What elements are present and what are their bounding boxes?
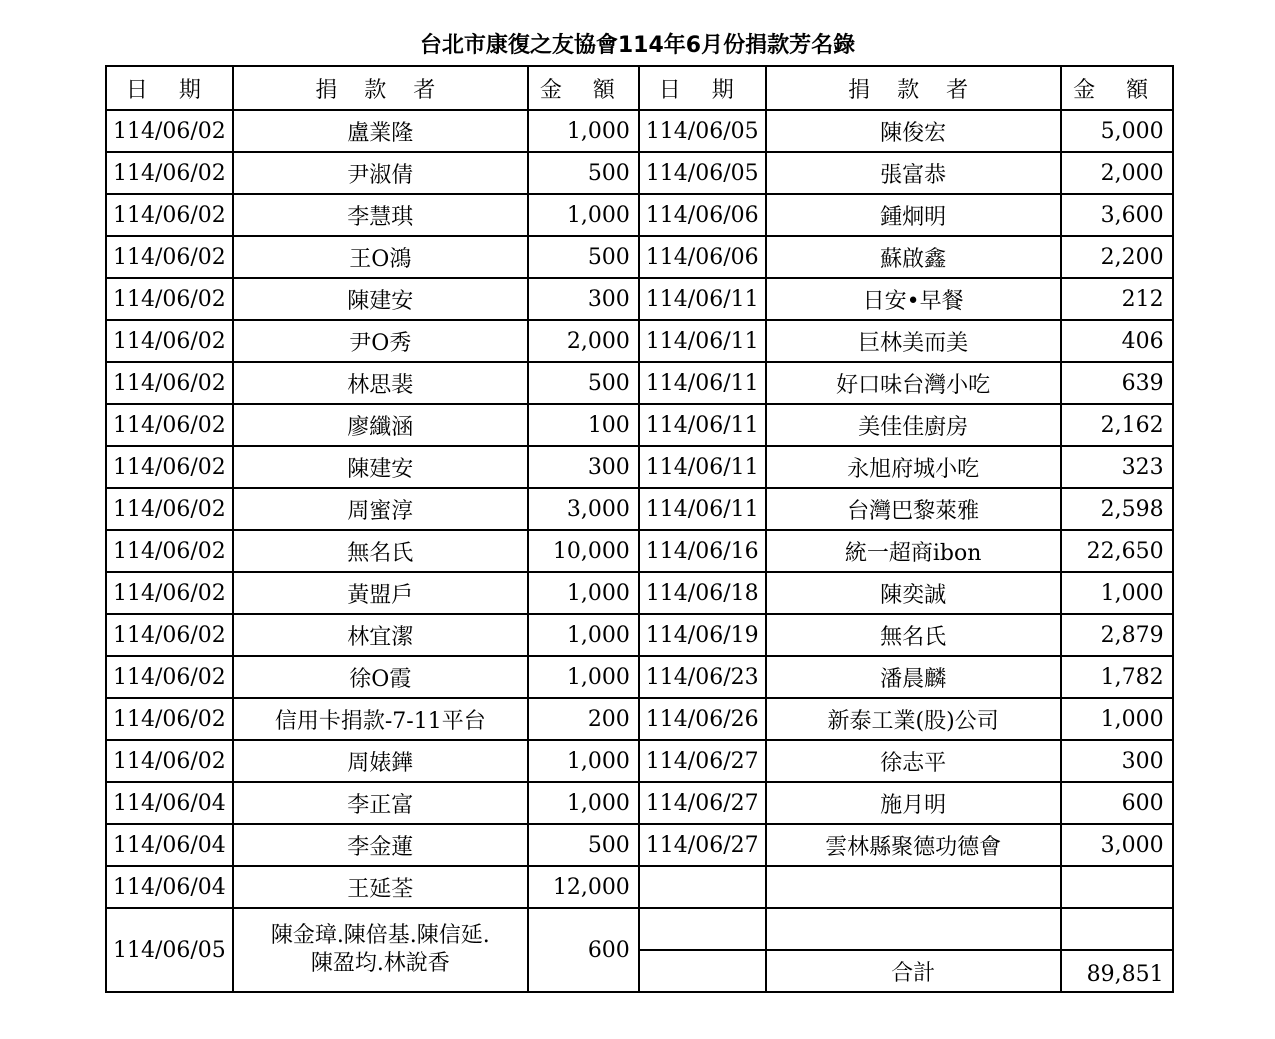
- donor-cell-right: 張富恭: [766, 152, 1061, 194]
- amount-cell-left: 1,000: [528, 614, 639, 656]
- donor-cell-left: 李慧琪: [233, 194, 528, 236]
- date-cell-right: 114/06/23: [639, 656, 766, 698]
- date-cell-right: 114/06/27: [639, 824, 766, 866]
- date-cell-left: 114/06/02: [106, 572, 233, 614]
- table-row: [106, 866, 1173, 908]
- donor-cell-left: 尹O秀: [233, 320, 528, 362]
- date-cell-right: 114/06/11: [639, 278, 766, 320]
- donor-cell-left: 李金蓮: [233, 824, 528, 866]
- amount-cell-left: 500: [528, 824, 639, 866]
- date-cell-left: 114/06/04: [106, 824, 233, 866]
- amount-cell-left: 300: [528, 278, 639, 320]
- date-cell-left: 114/06/02: [106, 236, 233, 278]
- amount-cell-left: 1,000: [528, 740, 639, 782]
- amount-cell-left: 1,000: [528, 110, 639, 152]
- date-cell-left: 114/06/02: [106, 446, 233, 488]
- donor-cell-right: 統一超商ibon: [766, 530, 1061, 572]
- amount-cell-left: 1,000: [528, 572, 639, 614]
- amount-cell-right: 3,000: [1061, 824, 1173, 866]
- date-cell-left: 114/06/02: [106, 614, 233, 656]
- amount-cell-right: 323: [1061, 446, 1173, 488]
- header-donor-right: 捐 款 者: [766, 66, 1061, 110]
- donor-cell-right: [766, 866, 1061, 908]
- date-cell-right: 114/06/11: [639, 488, 766, 530]
- table-row: [106, 278, 1173, 320]
- date-cell-right: 114/06/05: [639, 110, 766, 152]
- donor-cell-right: 陳俊宏: [766, 110, 1061, 152]
- table-row: [106, 782, 1173, 824]
- date-cell-left: 114/06/04: [106, 866, 233, 908]
- donor-cell-right: 新泰工業(股)公司: [766, 698, 1061, 740]
- donation-table: [105, 65, 1174, 993]
- donor-cell-right: 巨林美而美: [766, 320, 1061, 362]
- empty-cell: [639, 908, 766, 950]
- table-row: [106, 698, 1173, 740]
- donor-cell-right: 永旭府城小吃: [766, 446, 1061, 488]
- amount-cell-right: 2,598: [1061, 488, 1173, 530]
- amount-cell-left: 200: [528, 698, 639, 740]
- total-label: 合計: [766, 950, 1061, 992]
- donor-cell-right: 陳奕誠: [766, 572, 1061, 614]
- donor-cell-left: 無名氏: [233, 530, 528, 572]
- date-cell-left: 114/06/02: [106, 278, 233, 320]
- donor-cell-right: 施月明: [766, 782, 1061, 824]
- date-cell-right: 114/06/27: [639, 740, 766, 782]
- date-cell-left: 114/06/02: [106, 656, 233, 698]
- amount-cell-left: 2,000: [528, 320, 639, 362]
- amount-cell-left: 300: [528, 446, 639, 488]
- table-row: [106, 488, 1173, 530]
- date-cell-left: 114/06/02: [106, 740, 233, 782]
- date-cell-left: 114/06/02: [106, 320, 233, 362]
- date-cell-left: 114/06/02: [106, 362, 233, 404]
- empty-cell: [639, 950, 766, 992]
- date-cell-left: 114/06/04: [106, 782, 233, 824]
- page-title: 台北市康復之友協會114年6月份捐款芳名錄: [419, 33, 856, 58]
- table-row: [106, 740, 1173, 782]
- table-row: [106, 152, 1173, 194]
- date-cell-left: 114/06/02: [106, 698, 233, 740]
- donor-line-2: 陳盈均.林說香: [310, 951, 450, 976]
- date-cell-right: 114/06/16: [639, 530, 766, 572]
- donor-cell-left-multi: [233, 908, 528, 992]
- amount-cell-left: 100: [528, 404, 639, 446]
- date-cell-left: 114/06/05: [106, 908, 233, 992]
- amount-cell-right: 3,600: [1061, 194, 1173, 236]
- donor-cell-left: 林思裴: [233, 362, 528, 404]
- date-cell-right: 114/06/26: [639, 698, 766, 740]
- header-amount-right: 金 額: [1061, 66, 1173, 110]
- donor-cell-left: 王延荃: [233, 866, 528, 908]
- amount-cell-left: 600: [528, 908, 639, 992]
- total-amount: 89,851: [1061, 950, 1173, 992]
- empty-cell: [1061, 908, 1173, 950]
- donor-cell-right: 鍾炯明: [766, 194, 1061, 236]
- donor-cell-right: 台灣巴黎萊雅: [766, 488, 1061, 530]
- amount-cell-left: 1,000: [528, 656, 639, 698]
- header-date-left: 日 期: [106, 66, 233, 110]
- date-cell-right: 114/06/06: [639, 194, 766, 236]
- table-row: [106, 656, 1173, 698]
- table-row: [106, 362, 1173, 404]
- table-row: [106, 320, 1173, 362]
- amount-cell-right: 1,000: [1061, 698, 1173, 740]
- donor-cell-right: 美佳佳廚房: [766, 404, 1061, 446]
- amount-cell-right: 2,879: [1061, 614, 1173, 656]
- donor-cell-left: 李正富: [233, 782, 528, 824]
- table-row: [106, 572, 1173, 614]
- date-cell-right: 114/06/18: [639, 572, 766, 614]
- donor-cell-left: 王O鴻: [233, 236, 528, 278]
- amount-cell-left: 500: [528, 152, 639, 194]
- amount-cell-right: 1,000: [1061, 572, 1173, 614]
- table-row: [106, 404, 1173, 446]
- amount-cell-right: 2,200: [1061, 236, 1173, 278]
- amount-cell-right: 600: [1061, 782, 1173, 824]
- amount-cell-right: 406: [1061, 320, 1173, 362]
- donor-cell-left: 陳建安: [233, 278, 528, 320]
- table-row: [106, 194, 1173, 236]
- amount-cell-left: 3,000: [528, 488, 639, 530]
- table-row: [106, 446, 1173, 488]
- date-cell-right: 114/06/19: [639, 614, 766, 656]
- amount-cell-right: 212: [1061, 278, 1173, 320]
- amount-cell-right: 22,650: [1061, 530, 1173, 572]
- amount-cell-left: 500: [528, 236, 639, 278]
- date-cell-right: 114/06/27: [639, 782, 766, 824]
- date-cell-right: 114/06/11: [639, 446, 766, 488]
- amount-cell-left: 1,000: [528, 194, 639, 236]
- donor-cell-right: 無名氏: [766, 614, 1061, 656]
- donor-cell-left: 廖纖涵: [233, 404, 528, 446]
- table-body: [106, 110, 1173, 992]
- donor-cell-right: 蘇啟鑫: [766, 236, 1061, 278]
- donor-cell-right: 雲林縣聚德功德會: [766, 824, 1061, 866]
- donor-line-1: 陳金璋.陳倍基.陳信延.: [270, 923, 490, 948]
- date-cell-left: 114/06/02: [106, 194, 233, 236]
- amount-cell-right: 300: [1061, 740, 1173, 782]
- donor-cell-left: 徐O霞: [233, 656, 528, 698]
- amount-cell-right: 639: [1061, 362, 1173, 404]
- donor-cell-right: 日安•早餐: [766, 278, 1061, 320]
- table-row: [106, 614, 1173, 656]
- donor-cell-right: 好口味台灣小吃: [766, 362, 1061, 404]
- date-cell-right: 114/06/06: [639, 236, 766, 278]
- donor-cell-left: 陳建安: [233, 446, 528, 488]
- date-cell-right: 114/06/11: [639, 320, 766, 362]
- table-row: [106, 530, 1173, 572]
- amount-cell-left: 12,000: [528, 866, 639, 908]
- donor-cell-left: 盧業隆: [233, 110, 528, 152]
- date-cell-right: 114/06/11: [639, 404, 766, 446]
- table-row: [106, 824, 1173, 866]
- donor-cell-left: 信用卡捐款-7-11平台: [233, 698, 528, 740]
- date-cell-left: 114/06/02: [106, 152, 233, 194]
- donor-cell-left: 黃盟戶: [233, 572, 528, 614]
- donor-cell-left: 周蜜淳: [233, 488, 528, 530]
- amount-cell-right: 5,000: [1061, 110, 1173, 152]
- donor-cell-left: 周婊鏵: [233, 740, 528, 782]
- date-cell-right: [639, 866, 766, 908]
- header-date-right: 日 期: [639, 66, 766, 110]
- date-cell-left: 114/06/02: [106, 404, 233, 446]
- date-cell-right: 114/06/05: [639, 152, 766, 194]
- date-cell-right: 114/06/11: [639, 362, 766, 404]
- donor-cell-left: 林宜潔: [233, 614, 528, 656]
- donor-cell-left: 尹淑倩: [233, 152, 528, 194]
- amount-cell-right: [1061, 866, 1173, 908]
- header-donor-left: 捐 款 者: [233, 66, 528, 110]
- amount-cell-right: 2,162: [1061, 404, 1173, 446]
- table-row: [106, 908, 1173, 950]
- amount-cell-left: 10,000: [528, 530, 639, 572]
- table-row: [106, 236, 1173, 278]
- header-amount-left: 金 額: [528, 66, 639, 110]
- date-cell-left: 114/06/02: [106, 110, 233, 152]
- amount-cell-left: 1,000: [528, 782, 639, 824]
- amount-cell-right: 2,000: [1061, 152, 1173, 194]
- donor-cell-right: 徐志平: [766, 740, 1061, 782]
- amount-cell-left: 500: [528, 362, 639, 404]
- amount-cell-right: 1,782: [1061, 656, 1173, 698]
- header-row: [106, 66, 1173, 110]
- empty-cell: [766, 908, 1061, 950]
- date-cell-left: 114/06/02: [106, 488, 233, 530]
- donor-cell-right: 潘晨麟: [766, 656, 1061, 698]
- table-row: [106, 110, 1173, 152]
- date-cell-left: 114/06/02: [106, 530, 233, 572]
